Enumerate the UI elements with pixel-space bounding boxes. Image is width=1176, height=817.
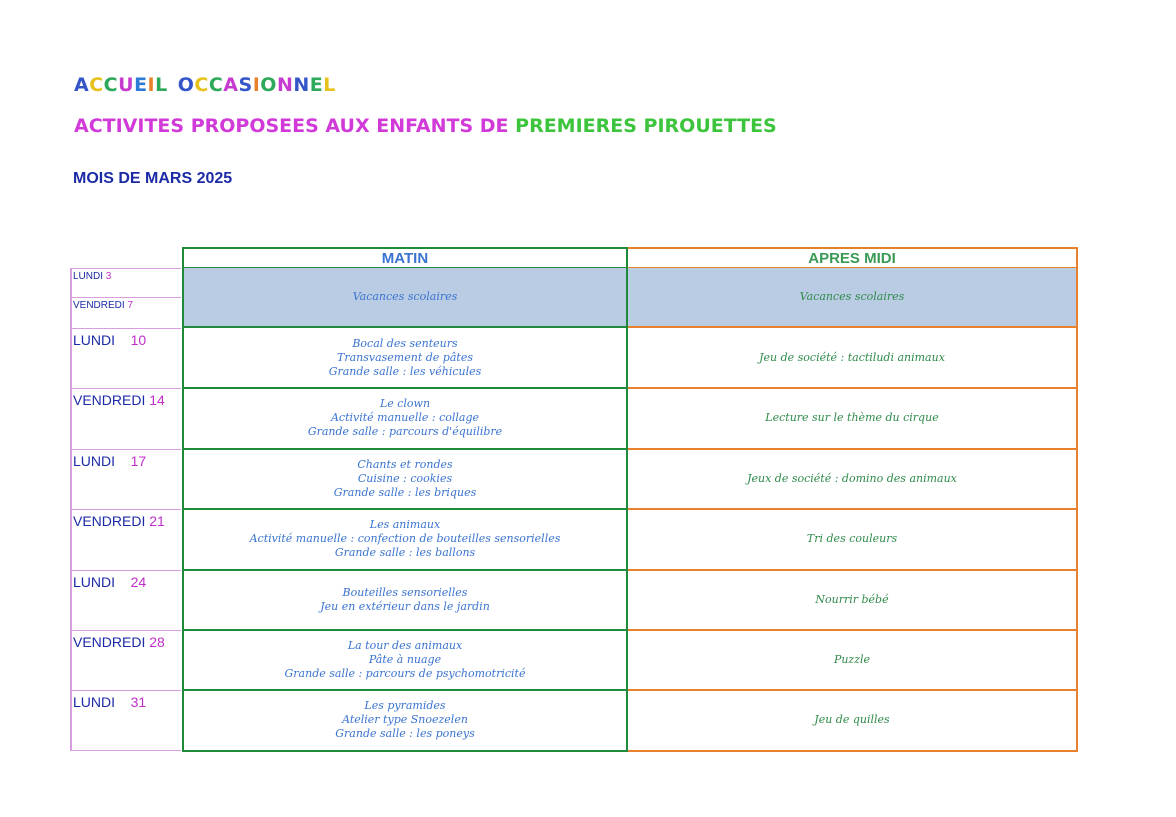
title-letter: E (134, 74, 148, 96)
day-cell-vendredi-7: VENDREDI 7 (70, 297, 181, 327)
matin-cell (182, 388, 628, 450)
matin-activity: Atelier type Snoezelen (342, 713, 468, 726)
title-letter: C (194, 74, 209, 96)
day-number: 31 (130, 694, 147, 710)
day-cell (70, 690, 181, 751)
day-label: LUNDI 24 (73, 574, 147, 590)
apres-midi-cell (628, 630, 1078, 691)
matin-activity: La tour des animaux (347, 638, 463, 652)
matin-activity: Grande salle : les briques (333, 485, 477, 499)
matin-cell-vacances: Vacances scolaires (182, 268, 628, 328)
month-label: MOIS DE MARS 2025 (73, 170, 233, 187)
day-label: LUNDI 10 (73, 332, 147, 348)
header-matin: MATIN (182, 247, 628, 269)
day-label: LUNDI 31 (73, 694, 147, 710)
day-label: LUNDI 17 (73, 453, 147, 469)
subtitle-activites (74, 115, 777, 137)
apres-midi-activity: Jeu de quilles (814, 713, 890, 726)
matin-activity: Bouteilles sensorielles (342, 585, 468, 599)
day-cell (70, 570, 181, 630)
matin-cell (182, 449, 628, 510)
subtitle-part2: PREMIERES PIROUETTES (515, 115, 777, 137)
day-number: 17 (130, 453, 147, 469)
matin-activity: Bocal des senteurs (352, 336, 458, 350)
day-label: VENDREDI 28 (73, 634, 165, 650)
day-cell (70, 509, 181, 570)
matin-activity: Transvasement de pâtes (337, 350, 473, 364)
matin-cell (182, 328, 628, 389)
apres-midi-activity: Lecture sur le thème du cirque (765, 411, 939, 424)
title-letter: I (252, 74, 261, 96)
title-letter: N (276, 74, 294, 96)
day-cell (70, 449, 181, 509)
title-letter: A (74, 74, 90, 96)
matin-cell (182, 690, 628, 752)
matin-activity: Jeu en extérieur dans le jardin (320, 599, 490, 613)
day-column-bottom (70, 750, 181, 751)
title-letter: E (309, 74, 324, 96)
title-letter: C (103, 74, 119, 96)
day-cell (70, 388, 181, 449)
matin-activity: Grande salle : parcours de psychomotricité (284, 666, 526, 680)
day-cell-lundi-3: LUNDI 3 (70, 268, 181, 297)
apres-midi-cell (628, 690, 1078, 752)
title-letter: C (208, 74, 224, 96)
matin-activity: Cuisine : cookies (357, 471, 453, 485)
title-letter: N (293, 74, 310, 96)
apres-midi-cell (628, 509, 1078, 571)
title-letter: C (89, 74, 104, 96)
matin-activity: Le clown (379, 397, 431, 410)
title-letter: L (155, 74, 168, 96)
day-number: 21 (149, 513, 165, 529)
matin-activity: Grande salle : les véhicules (328, 364, 482, 378)
apres-midi-cell (628, 388, 1078, 450)
day-number: 24 (130, 574, 147, 590)
matin-activity: Les animaux (369, 518, 441, 531)
matin-cell (182, 570, 628, 631)
title-accueil-occasionnel (74, 74, 336, 96)
title-letter: S (238, 74, 253, 96)
matin-activity: Chants et rondes (357, 457, 453, 471)
apres-midi-activity: Nourrir bébé (815, 592, 889, 606)
matin-activity: Activité manuelle : collage (330, 411, 480, 424)
day-number: 14 (149, 392, 165, 408)
day-number: 10 (130, 332, 147, 348)
matin-cell (182, 509, 628, 571)
apres-midi-activity: Jeux de société : domino des animaux (747, 471, 957, 485)
apres-midi-cell (628, 328, 1078, 389)
matin-activity: Les pyramides (364, 699, 446, 712)
day-number: 28 (149, 634, 165, 650)
title-letter: O (177, 74, 195, 96)
apres-midi-activity: Puzzle (833, 652, 871, 666)
apres-midi-cell-vacances: Vacances scolaires (628, 268, 1078, 328)
apres-midi-cell (628, 570, 1078, 631)
apres-midi-cell (628, 449, 1078, 510)
title-letter: L (323, 74, 336, 96)
title-letter: A (223, 74, 239, 96)
day-cell (70, 328, 181, 388)
matin-activity: Pâte à nuage (368, 652, 442, 666)
apres-midi-activity: Jeu de société : tactiludi animaux (759, 350, 945, 364)
day-cell (70, 630, 181, 690)
header-apres-midi: APRES MIDI (628, 247, 1078, 269)
matin-cell (182, 630, 628, 691)
title-letter: U (118, 74, 135, 96)
subtitle-part1: ACTIVITES PROPOSEES AUX ENFANTS DE (74, 115, 516, 137)
matin-activity: Activité manuelle : confection de bouteilles sensorielles (249, 532, 561, 545)
day-label: VENDREDI 14 (73, 392, 165, 408)
matin-activity: Grande salle : les ballons (334, 546, 476, 559)
matin-activity: Grande salle : parcours d'équilibre (307, 425, 503, 438)
title-letter: I (147, 74, 156, 96)
day-label: VENDREDI 21 (73, 513, 165, 529)
apres-midi-activity: Tri des couleurs (806, 532, 898, 545)
title-letter: O (260, 74, 277, 96)
matin-activity: Grande salle : les poneys (335, 727, 475, 740)
